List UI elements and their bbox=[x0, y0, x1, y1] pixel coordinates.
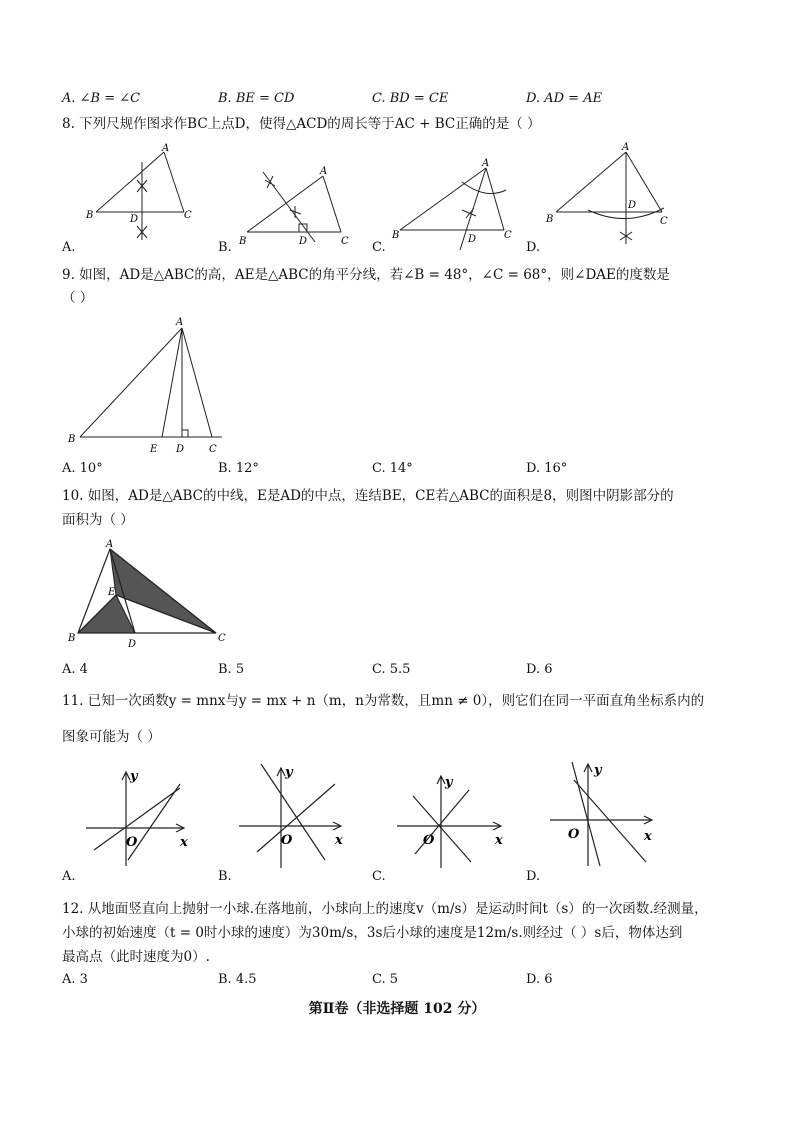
q9-stem: 9. 如图，AD是△ABC的高，AE是△ABC的角平分线，若∠B = 48°，∠C = 68°，则∠DAE的度数是 bbox=[62, 267, 670, 283]
q12-option-a: A. 3 bbox=[62, 972, 88, 987]
svg-text:A: A bbox=[622, 142, 630, 153]
svg-text:A: A bbox=[106, 539, 114, 550]
svg-text:A: A bbox=[320, 166, 328, 177]
q11-option-a: A. bbox=[62, 869, 76, 884]
label-b: B bbox=[86, 210, 94, 221]
q9-option-b: B. 12° bbox=[218, 461, 259, 476]
q11-graph-b bbox=[235, 760, 360, 872]
svg-text:y: y bbox=[130, 769, 138, 784]
q10-option-c: C. 5.5 bbox=[372, 662, 411, 677]
svg-text:A: A bbox=[176, 317, 184, 328]
q10-stem-line2: 面积为（ ） bbox=[62, 512, 134, 528]
q9-figure bbox=[66, 312, 236, 457]
q8-stem: 8. 下列尺规作图求作BC上点D，使得△ACD的周长等于AC + BC正确的是（ ） bbox=[62, 116, 541, 132]
q8-figure-b bbox=[235, 150, 365, 250]
q11-graph-a bbox=[80, 762, 200, 872]
q12-option-b: B. 4.5 bbox=[218, 972, 257, 987]
q12-stem-line2: 小球的初始速度（t = 0时小球的速度）为30m/s，3s后小球的速度是12m/s.则经过（ ）s后，物体达到 bbox=[62, 925, 683, 941]
q9-option-d: D. 16° bbox=[526, 461, 568, 476]
svg-text:D: D bbox=[628, 200, 637, 211]
q8-figure-c bbox=[390, 150, 520, 250]
q10-option-d: D. 6 bbox=[526, 662, 553, 677]
q8-option-b: B. bbox=[218, 240, 232, 255]
svg-text:y: y bbox=[594, 763, 602, 778]
q11-stem: 11. 已知一次函数y = mnx与y = mx + n（m，n为常数，且mn ≠ 0），则它们在同一平面直角坐标系内的 bbox=[62, 693, 705, 709]
q8-figure-a bbox=[82, 140, 202, 250]
q9-option-a: A. 10° bbox=[62, 461, 103, 476]
q7-option-a: A. ∠B = ∠C bbox=[62, 91, 141, 106]
q11-option-d: D. bbox=[526, 869, 541, 884]
svg-text:B: B bbox=[546, 214, 554, 225]
label-c: C bbox=[184, 210, 192, 221]
section-heading: 第Ⅱ卷（非选择题 102 分） bbox=[308, 1001, 486, 1017]
q7-option-c: C. BD = CE bbox=[372, 91, 449, 106]
svg-text:B: B bbox=[68, 434, 76, 445]
q10-stem: 10. 如图，AD是△ABC的中线，E是AD的中点，连结BE，CE若△ABC的面积是8，则图中阴影部分的 bbox=[62, 488, 674, 504]
svg-text:y: y bbox=[445, 775, 453, 790]
q12-option-c: C. 5 bbox=[372, 972, 399, 987]
svg-text:D: D bbox=[176, 444, 185, 455]
svg-text:C: C bbox=[504, 230, 512, 241]
q12-stem-line3: 最高点（此时速度为0）. bbox=[62, 949, 210, 965]
svg-text:E: E bbox=[150, 444, 158, 455]
svg-text:y: y bbox=[285, 765, 293, 780]
q12-option-d: D. 6 bbox=[526, 972, 553, 987]
q8-option-a: A. bbox=[62, 240, 76, 255]
q7-option-b: B. BE = CD bbox=[218, 91, 295, 106]
svg-text:O: O bbox=[281, 833, 293, 848]
svg-text:B: B bbox=[392, 230, 400, 241]
svg-text:C: C bbox=[218, 633, 226, 644]
q7-option-d: D. AD = AE bbox=[526, 91, 603, 106]
svg-text:x: x bbox=[644, 829, 652, 844]
svg-text:x: x bbox=[495, 833, 503, 848]
q11-stem-line2: 图象可能为（ ） bbox=[62, 729, 161, 745]
q10-option-b: B. 5 bbox=[218, 662, 245, 677]
svg-text:O: O bbox=[126, 835, 138, 850]
q9-option-c: C. 14° bbox=[372, 461, 413, 476]
svg-text:x: x bbox=[180, 835, 188, 850]
q8-option-d: D. bbox=[526, 240, 541, 255]
q11-option-b: B. bbox=[218, 869, 232, 884]
svg-text:D: D bbox=[128, 639, 137, 650]
svg-text:x: x bbox=[335, 833, 343, 848]
svg-text:D: D bbox=[468, 234, 477, 245]
svg-text:A: A bbox=[482, 158, 490, 169]
svg-text:C: C bbox=[341, 236, 349, 247]
svg-text:O: O bbox=[568, 827, 580, 842]
svg-text:B: B bbox=[68, 633, 76, 644]
svg-text:B: B bbox=[239, 236, 247, 247]
svg-text:C: C bbox=[209, 444, 217, 455]
svg-text:E: E bbox=[108, 587, 116, 598]
q10-figure bbox=[64, 535, 244, 655]
svg-text:C: C bbox=[660, 216, 668, 227]
label-a: A bbox=[162, 143, 170, 154]
svg-text:D: D bbox=[299, 236, 308, 247]
svg-text:O: O bbox=[423, 833, 435, 848]
q9-stem-bracket: （ ） bbox=[62, 290, 94, 306]
q8-figure-d bbox=[544, 140, 674, 250]
q11-option-c: C. bbox=[372, 869, 386, 884]
q11-graph-d bbox=[546, 758, 671, 870]
q12-stem: 12. 从地面竖直向上抛射一小球.在落地前，小球向上的速度v（m/s）是运动时间t（s）的一次函数.经测量， bbox=[62, 901, 708, 917]
q10-option-a: A. 4 bbox=[62, 662, 88, 677]
label-d: D bbox=[130, 214, 139, 225]
q8-option-c: C. bbox=[372, 240, 386, 255]
q11-graph-c bbox=[393, 768, 518, 872]
